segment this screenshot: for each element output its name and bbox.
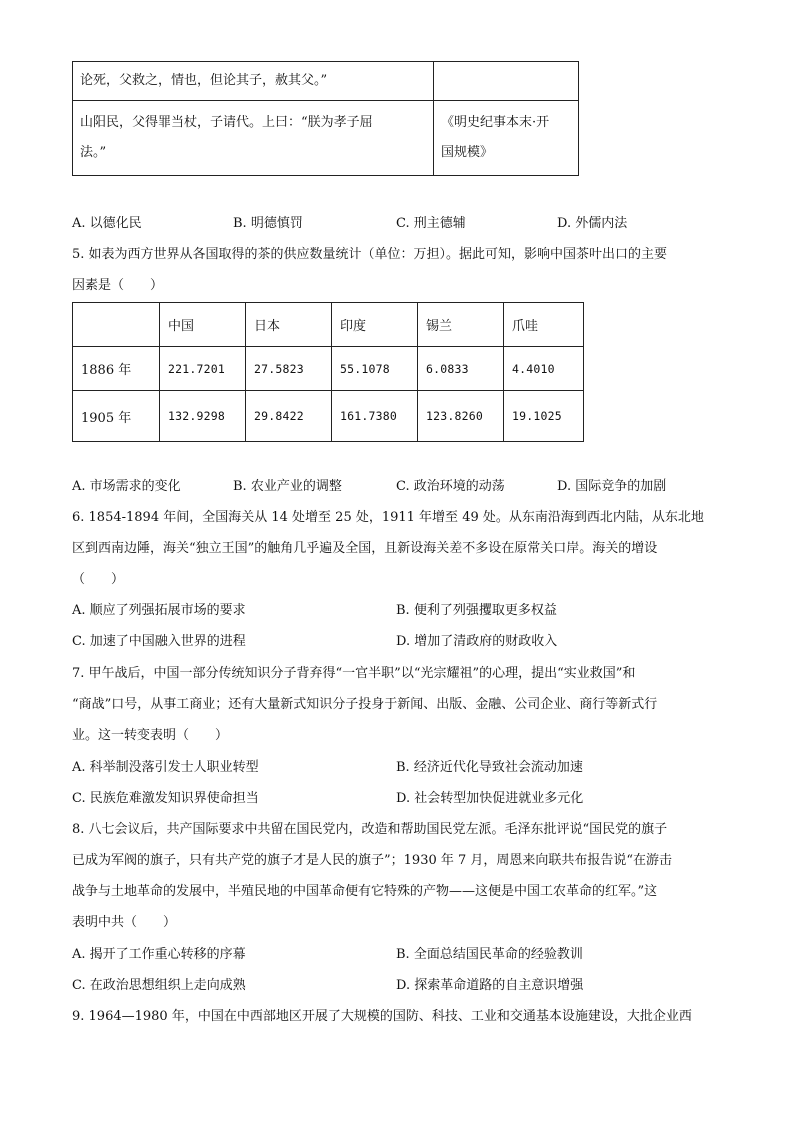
q5-option-a: A. 市场需求的变化	[72, 479, 181, 494]
table-row	[73, 101, 579, 176]
table-cell: 123.8260	[418, 391, 504, 442]
table-row	[73, 347, 584, 391]
table-row	[73, 391, 584, 442]
q7-option-c: C. 民族危难激发知识界使命担当	[72, 791, 259, 806]
q5-stem-line: 5. 如表为西方世界从各国取得的茶的供应数量统计（单位：万担）。据此可知，影响中国茶叶出口的主要	[72, 247, 668, 262]
table-cell: 19.1025	[504, 391, 584, 442]
q5-option-b: B. 农业产业的调整	[233, 479, 342, 494]
q6-stem-line: （ ）	[72, 572, 125, 587]
q7-stem-line: 业。这一转变表明（ ）	[72, 728, 229, 743]
table-cell: 4.4010	[504, 347, 584, 391]
q8-option-d: D. 探索革命道路的自主意识增强	[396, 978, 584, 993]
table-header-cell: 日本	[246, 303, 332, 347]
q9-stem-line: 9. 1964—1980 年，中国在中西部地区开展了大规模的国防、科技、工业和交通基本设施建设，大批企业西	[72, 1009, 692, 1024]
tea-supply-table	[72, 302, 584, 442]
q7-stem-line: “商战”口号，从事工商业；还有大量新式知识分子投身于新闻、出版、金融、公司企业、商行等新式行	[72, 697, 658, 712]
q6-option-c: C. 加速了中国融入世界的进程	[72, 634, 246, 649]
table-cell: 221.7201	[160, 347, 246, 391]
q6-stem-line: 6. 1854-1894 年间，全国海关从 14 处增至 25 处，1911 年增至 49 处。从东南沿海到西北内陆，从东北地	[72, 510, 704, 525]
q8-stem-line: 战争与土地革命的发展中，半殖民地的中国革命便有它特殊的产物——这便是中国工农革命的红军。”这	[72, 884, 658, 899]
table-cell-text	[73, 101, 434, 176]
table-row	[73, 62, 579, 101]
table-header-cell: 中国	[160, 303, 246, 347]
cell-line: 法。”	[80, 145, 107, 160]
q8-option-c: C. 在政治思想组织上走向成熟	[72, 978, 246, 993]
q7-stem-line: 7. 甲午战后，中国一部分传统知识分子背弃得“一官半职”以“光宗耀祖”的心理，提出“实业救国”和	[72, 666, 636, 681]
cell-line: 山阳民，父得罪当杖，子请代。上曰：“朕为孝子屈	[80, 115, 373, 130]
q5-option-d: D. 国际竞争的加剧	[557, 479, 667, 494]
quote-table	[72, 61, 579, 176]
q4-option-c: C. 刑主德辅	[396, 216, 466, 231]
table-cell: 161.7380	[332, 391, 418, 442]
q8-option-b: B. 全面总结国民革命的经验教训	[396, 947, 583, 962]
table-cell-source	[434, 62, 579, 101]
q7-option-d: D. 社会转型加快促进就业多元化	[396, 791, 584, 806]
q6-option-a: A. 顺应了列强拓展市场的要求	[72, 603, 246, 618]
table-cell: 132.9298	[160, 391, 246, 442]
q8-option-a: A. 揭开了工作重心转移的序幕	[72, 947, 246, 962]
q8-stem-line: 已成为军阀的旗子，只有共产党的旗子才是人民的旗子”；1930 年 7 月，周恩来向联共布报告说“在游击	[72, 853, 673, 868]
q4-option-b: B. 明德慎罚	[233, 216, 303, 231]
table-cell: 6.0833	[418, 347, 504, 391]
table-cell-text: 论死，父救之，情也，但论其子，赦其父。”	[73, 62, 434, 101]
table-header-cell: 印度	[332, 303, 418, 347]
q7-option-b: B. 经济近代化导致社会流动加速	[396, 760, 583, 775]
table-cell-source	[434, 101, 579, 176]
q4-option-a: A. 以德化民	[72, 216, 142, 231]
table-cell: 27.5823	[246, 347, 332, 391]
q5-option-c: C. 政治环境的动荡	[396, 479, 505, 494]
q4-option-d: D. 外儒内法	[557, 216, 628, 231]
q8-stem-line: 表明中共（ ）	[72, 915, 177, 930]
q7-option-a: A. 科举制没落引发士人职业转型	[72, 760, 259, 775]
table-header-cell: 爪哇	[504, 303, 584, 347]
table-cell: 1886 年	[73, 347, 160, 391]
q6-option-d: D. 增加了清政府的财政收入	[396, 634, 558, 649]
table-header-row	[73, 303, 584, 347]
cell-line: 《明史纪事本末·开	[441, 115, 550, 130]
table-cell: 29.8422	[246, 391, 332, 442]
table-header-cell	[73, 303, 160, 347]
q6-stem-line: 区到西南边陲，海关“独立王国”的触角几乎遍及全国，且新设海关差不多设在原常关口岸。海关的增设	[72, 541, 658, 556]
table-header-cell: 锡兰	[418, 303, 504, 347]
q6-option-b: B. 便利了列强攫取更多权益	[396, 603, 557, 618]
table-cell: 1905 年	[73, 391, 160, 442]
q5-stem-line: 因素是（ ）	[72, 278, 164, 293]
q8-stem-line: 8. 八七会议后，共产国际要求中共留在国民党内，改造和帮助国民党左派。毛泽东批评说“国民党的旗子	[72, 822, 668, 837]
table-cell: 55.1078	[332, 347, 418, 391]
cell-line: 国规模》	[441, 145, 494, 160]
